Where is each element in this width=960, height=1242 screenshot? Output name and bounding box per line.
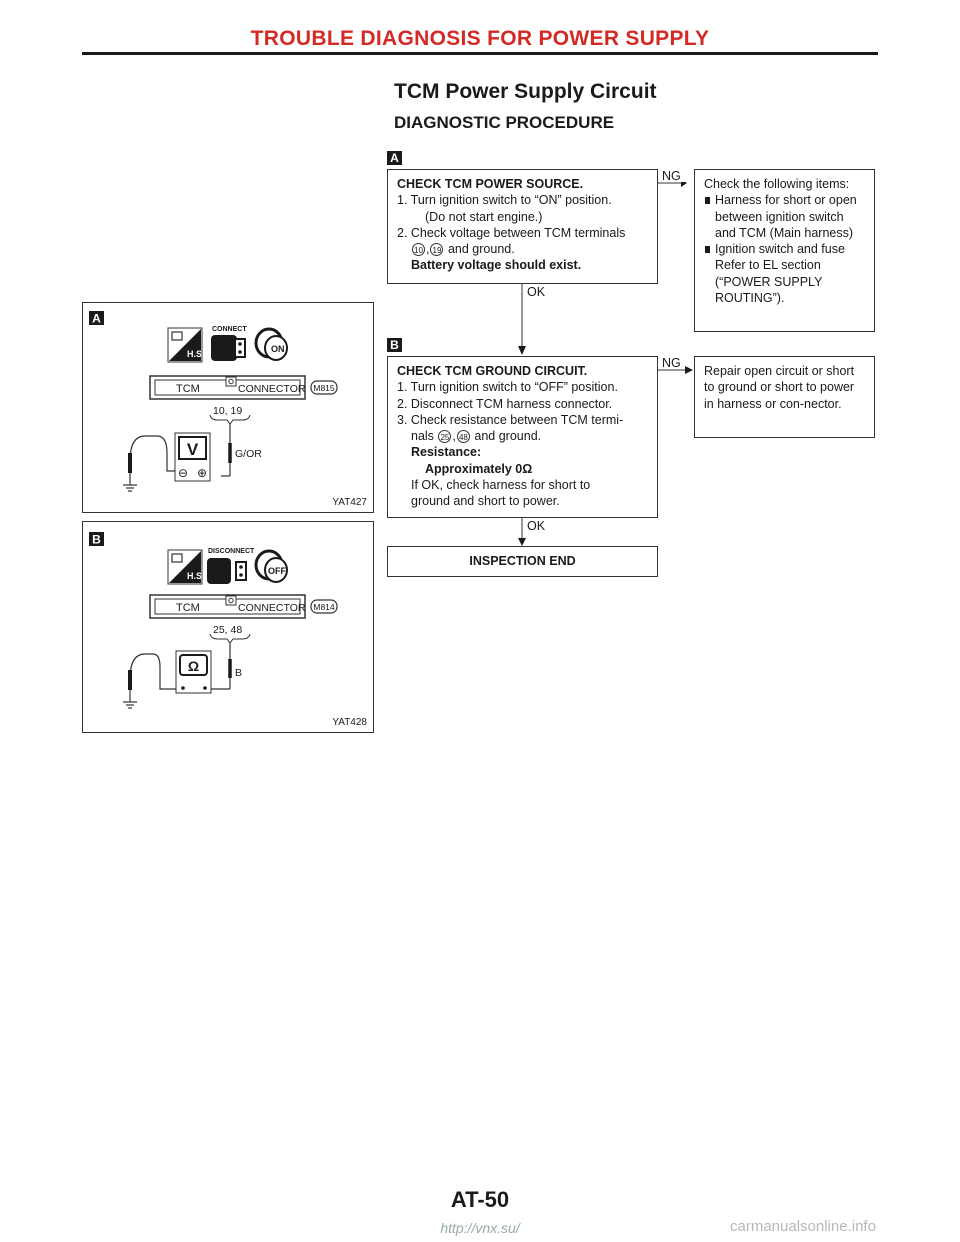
key-position-label: ON: [271, 344, 285, 354]
step-b-ng-box: [694, 356, 875, 438]
step-a-line1b: (Do not start engine.): [425, 209, 543, 224]
terminal-numbers: 10, 19: [213, 405, 243, 417]
wire-color-label: B: [235, 667, 243, 679]
page-title: TCM Power Supply Circuit: [394, 80, 657, 103]
step-a-ng-arrow: [657, 182, 695, 196]
step-b-line2: 2. Disconnect TCM harness connector.: [397, 396, 613, 411]
step-a-ng-box: [694, 169, 875, 332]
step-b-box: [387, 356, 658, 518]
hs-label: H.S.: [187, 571, 205, 581]
step-b-tag: B: [387, 338, 402, 352]
step-a-line1: 1. Turn ignition switch to “ON” position.: [397, 193, 612, 208]
step-b-ok-label: OK: [527, 519, 546, 533]
step-b-line3: 3. Check resistance between TCM termi-: [397, 412, 624, 427]
terminal-badge: 19: [430, 243, 443, 256]
step-b-spec-label: Resistance:: [411, 445, 482, 460]
tcm-label: TCM: [176, 383, 200, 395]
page-subtitle: DIAGNOSTIC PROCEDURE: [394, 113, 615, 132]
header-rule: [82, 52, 878, 55]
diagram-panel-b: [82, 521, 374, 733]
panel-a-tag: A: [92, 311, 101, 326]
section-header: TROUBLE DIAGNOSIS FOR POWER SUPPLY: [250, 27, 710, 50]
ignition-key-icon: [256, 329, 287, 360]
connector-label: CONNECTOR: [238, 602, 306, 614]
figure-id-b: YAT428: [332, 717, 367, 728]
step-b-ng-label: NG: [662, 356, 681, 370]
tcm-connector-strip: [150, 376, 337, 399]
step-a-ok-label: OK: [527, 285, 546, 299]
meter-symbol: Ω: [187, 658, 200, 674]
separator: ,: [452, 429, 456, 444]
step-a-ng-label: NG: [662, 169, 681, 183]
terminal-numbers: 25, 48: [213, 624, 243, 636]
harness-icon: [168, 550, 205, 584]
key-position-label: OFF: [268, 566, 286, 576]
step-a-ng-heading: Check the following items:: [704, 177, 850, 191]
footer-url-link[interactable]: http://vnx.su/: [440, 1220, 520, 1236]
step-a-and-ground: and ground.: [447, 242, 515, 257]
page-code: AT-50: [450, 1187, 510, 1212]
separator: ,: [426, 242, 430, 257]
ignition-key-icon: [256, 551, 287, 582]
step-a-tag: A: [387, 151, 402, 165]
terminal-badge: 25: [438, 430, 451, 443]
watermark: carmanualsonline.info: [730, 1218, 876, 1235]
terminal-badge: 48: [457, 430, 470, 443]
step-a-box: [387, 169, 658, 284]
connector-id: M814: [313, 602, 335, 612]
step-b-ng-text: Repair open circuit or short to ground or short to power in harness or con-nector.: [704, 364, 855, 411]
step-b-ng-arrow: [657, 366, 695, 380]
terminal-badge: 10: [412, 243, 425, 256]
step-a-ng-item1: Harness for short or open between ignition switch and TCM (Main harness): [704, 192, 865, 241]
voltmeter-icon: [175, 433, 210, 481]
connector-connected-icon: [211, 326, 247, 361]
inspection-end-box: [387, 546, 658, 577]
diagram-panel-a: [82, 302, 374, 513]
connector-disconnected-icon: [207, 548, 255, 584]
step-b-terminals: [397, 428, 648, 444]
inspection-end-label: INSPECTION END: [469, 554, 576, 568]
step-a-spec: Battery voltage should exist.: [411, 258, 582, 273]
switch-state-label: DISCONNECT: [208, 548, 255, 555]
panel-b-tag: B: [92, 532, 101, 547]
step-a-terminals: [397, 241, 648, 257]
meter-symbol: V: [186, 440, 199, 459]
connector-label: CONNECTOR: [238, 383, 306, 395]
step-a-ng-item2: Ignition switch and fuse Refer to EL section (“POWER SUPPLY ROUTING”).: [704, 241, 865, 306]
step-b-title: CHECK TCM GROUND CIRCUIT.: [397, 364, 588, 378]
diagram-a-graphic: [83, 303, 373, 512]
switch-state-label: CONNECT: [212, 326, 247, 333]
connector-id: M815: [313, 383, 335, 393]
step-b-note1: If OK, check harness for short to: [411, 478, 591, 493]
ohmmeter-icon: [176, 651, 211, 693]
hs-label: H.S.: [187, 349, 205, 359]
wire-color-label: G/OR: [235, 448, 262, 460]
step-b-line1: 1. Turn ignition switch to “OFF” position.: [397, 380, 618, 395]
figure-id-a: YAT427: [332, 497, 367, 508]
diagram-b-graphic: [83, 522, 373, 732]
step-a-title: CHECK TCM POWER SOURCE.: [397, 177, 584, 191]
harness-icon: [168, 328, 205, 362]
step-a-line2: 2. Check voltage between TCM terminals: [397, 225, 626, 240]
step-b-line3b: nals: [411, 429, 434, 444]
step-b-spec-value: Approximately 0Ω: [425, 461, 533, 476]
minus-terminal: ⊖: [178, 466, 189, 480]
tcm-connector-strip: [150, 595, 337, 618]
step-b-and-ground: and ground.: [474, 429, 542, 444]
tcm-label: TCM: [176, 602, 200, 614]
plus-terminal: ⊕: [197, 466, 208, 480]
step-b-note2: ground and short to power.: [411, 494, 560, 509]
